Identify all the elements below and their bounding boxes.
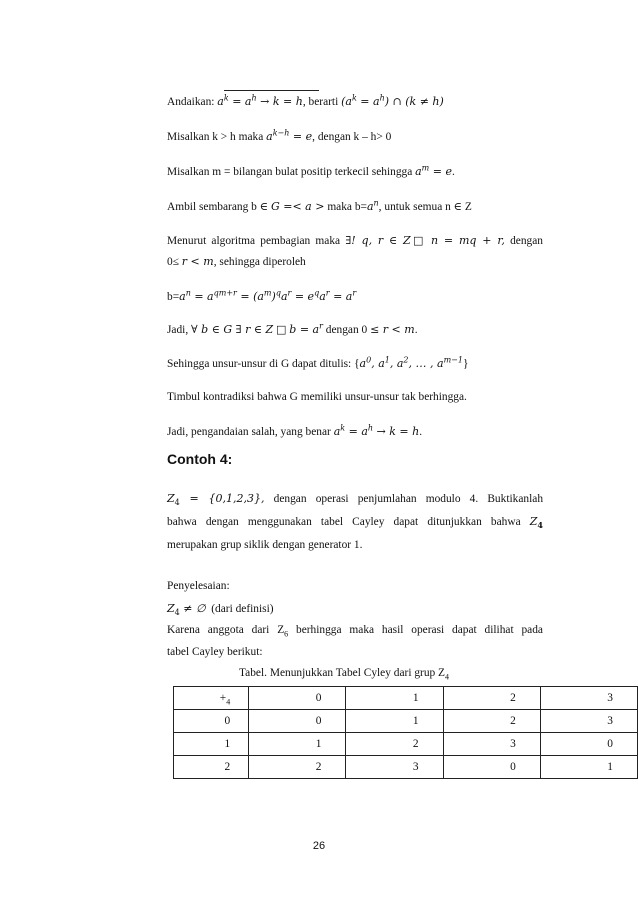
- b-equals-line: [167, 290, 356, 303]
- table-cell: 2: [249, 756, 346, 779]
- table-cell: 0: [174, 710, 249, 733]
- menurut-suffix: dengan: [504, 235, 543, 247]
- table-row: [174, 756, 638, 779]
- table-cell: 2: [443, 710, 540, 733]
- jadi2-expr: $a^k = a^h \to k = h$: [333, 423, 420, 438]
- table-cell: $+_4$: [174, 687, 249, 710]
- jadi1-expr3: ≤ r < m: [370, 323, 415, 336]
- z4-nonempty-expr: $Z_4$ ≠ ∅: [167, 602, 206, 618]
- sehingga-suffix: }: [462, 358, 469, 370]
- table-row: [174, 710, 638, 733]
- jadi-forall-line: [167, 323, 418, 336]
- table-cell: 1: [346, 687, 443, 710]
- table-cell: 2: [174, 756, 249, 779]
- table-cell: 3: [346, 756, 443, 779]
- misalkan-kh-prefix: Misalkan k > h maka: [167, 131, 267, 143]
- menurut-line2-prefix: 0≤: [167, 256, 182, 268]
- jadi1-expr2: $b = a^r$: [289, 321, 323, 336]
- karena-line1-text: Karena anggota dari $Z_6$ berhingga maka hasil operasi dapat dilihat pada: [167, 624, 543, 639]
- sehingga-expr: $a^0$, $a^1$, $a^2$, … , $a^{m-1}$: [359, 355, 463, 370]
- jadi1-mid: dengan 0: [322, 324, 371, 336]
- table-cell: 3: [540, 710, 637, 733]
- overline-rule: [224, 90, 319, 91]
- table-caption: Tabel. Menunjukkan Tabel Cyley dari grup $Z_4$: [239, 667, 450, 682]
- table-cell: 1: [540, 756, 637, 779]
- misalkan-kh-suffix: , dengan k – h> 0: [312, 131, 392, 143]
- section-heading: Contoh 4:: [167, 451, 233, 467]
- ambil-mid: maka b=: [324, 201, 367, 213]
- sehingga-prefix: Sehingga unsur-unsur di G dapat ditulis: {: [167, 358, 360, 370]
- andaikan-mid: , berarti: [302, 96, 342, 108]
- sehingga-line: [167, 357, 468, 370]
- contoh-line-3: merupakan grup siklik dengan generator 1.: [167, 539, 363, 551]
- misalkan-kh-expr: $a^{k-h} = e$: [266, 128, 313, 143]
- table-cell: 0: [443, 756, 540, 779]
- jadi1-suffix: .: [414, 324, 418, 336]
- menurut-line2-expr: r < m: [181, 255, 214, 268]
- ambil-prefix: Ambil sembarang b ∈: [167, 201, 271, 213]
- jadi-pengandaian-line: [167, 425, 422, 438]
- andaikan-expr2: $(a^k = a^h)$ ∩ (k ≠ h): [341, 93, 444, 108]
- table-row: [174, 733, 638, 756]
- z4-nonempty-text: (dari definisi): [205, 603, 274, 615]
- table-cell: 0: [540, 733, 637, 756]
- menurut-expr: ∃! q, r ∈ Z: [345, 234, 411, 247]
- andaikan-prefix: Andaikan:: [167, 96, 218, 108]
- menurut-line-1: [167, 234, 543, 247]
- table-cell: 3: [443, 733, 540, 756]
- missing-glyph-box: □: [410, 234, 426, 247]
- ambil-suffix: , untuk semua n ∈ Z: [378, 201, 472, 213]
- table-cell: 1: [174, 733, 249, 756]
- ambil-expr1: G =< a >: [270, 200, 325, 213]
- karena-line-1: [167, 624, 543, 639]
- contoh-z4-set: $Z_4 = \{0,1,2,3\}$,: [167, 492, 265, 508]
- table-cell: 2: [346, 733, 443, 756]
- cayley-table: [173, 686, 638, 779]
- table-cell: 2: [443, 687, 540, 710]
- table-cell: 0: [249, 687, 346, 710]
- jadi2-suffix: .: [419, 426, 423, 438]
- menurut-line2-suffix: , sehingga diperoleh: [213, 256, 306, 268]
- page-number: 26: [312, 840, 326, 852]
- contoh-line1-text: dengan operasi penjumlahan modulo 4. Buktikanlah: [264, 493, 544, 505]
- andaikan-line: [167, 95, 444, 108]
- menurut-prefix: Menurut algoritma pembagian maka: [167, 235, 346, 247]
- z4-nonempty-line: [167, 602, 274, 618]
- jadi2-prefix: Jadi, pengandaian salah, yang benar: [167, 426, 334, 438]
- table-header-row: [174, 687, 638, 710]
- contoh-line-2: [167, 515, 543, 531]
- menurut-line-2: [167, 255, 306, 268]
- table-cell: 3: [540, 687, 637, 710]
- misalkan-m-suffix: .: [452, 166, 455, 178]
- menurut-expr2: n = mq + r,: [430, 234, 505, 247]
- timbul-line: Timbul kontradiksi bahwa G memiliki unsur-unsur tak berhingga.: [167, 391, 467, 403]
- table-cell: 0: [249, 710, 346, 733]
- misalkan-m-line: [167, 165, 455, 178]
- andaikan-expr1: $a^k = a^h \to k = h$: [217, 93, 303, 108]
- missing-glyph-box: □: [276, 323, 287, 336]
- ambil-expr2: $a^n$: [366, 198, 379, 213]
- table-cell: 1: [249, 733, 346, 756]
- jadi1-prefix: Jadi,: [167, 324, 192, 336]
- contoh-line2-text: bahwa dengan menggunakan tabel Cayley dapat ditunjukkan bahwa: [167, 516, 530, 528]
- penyelesaian-label: Penyelesaian:: [167, 580, 230, 592]
- ambil-line: [167, 199, 472, 213]
- karena-line-2: tabel Cayley berikut:: [167, 646, 263, 658]
- contoh-line-1: [167, 492, 544, 508]
- table-cell: 1: [346, 710, 443, 733]
- b-equals-prefix: b=: [167, 291, 180, 303]
- misalkan-kh-line: [167, 130, 391, 143]
- contoh-z4: $Z_4$: [529, 515, 543, 531]
- misalkan-m-prefix: Misalkan m = bilangan bulat positip terkecil sehingga: [167, 166, 416, 178]
- jadi1-expr1: ∀ b ∈ G ∃ r ∈ Z: [191, 323, 274, 336]
- b-equals-expr: $a^n = a^{qm+r} = (a^m)^qa^r = e^qa^r = a^r$: [179, 288, 357, 303]
- misalkan-m-expr: $a^m = e$: [415, 163, 452, 178]
